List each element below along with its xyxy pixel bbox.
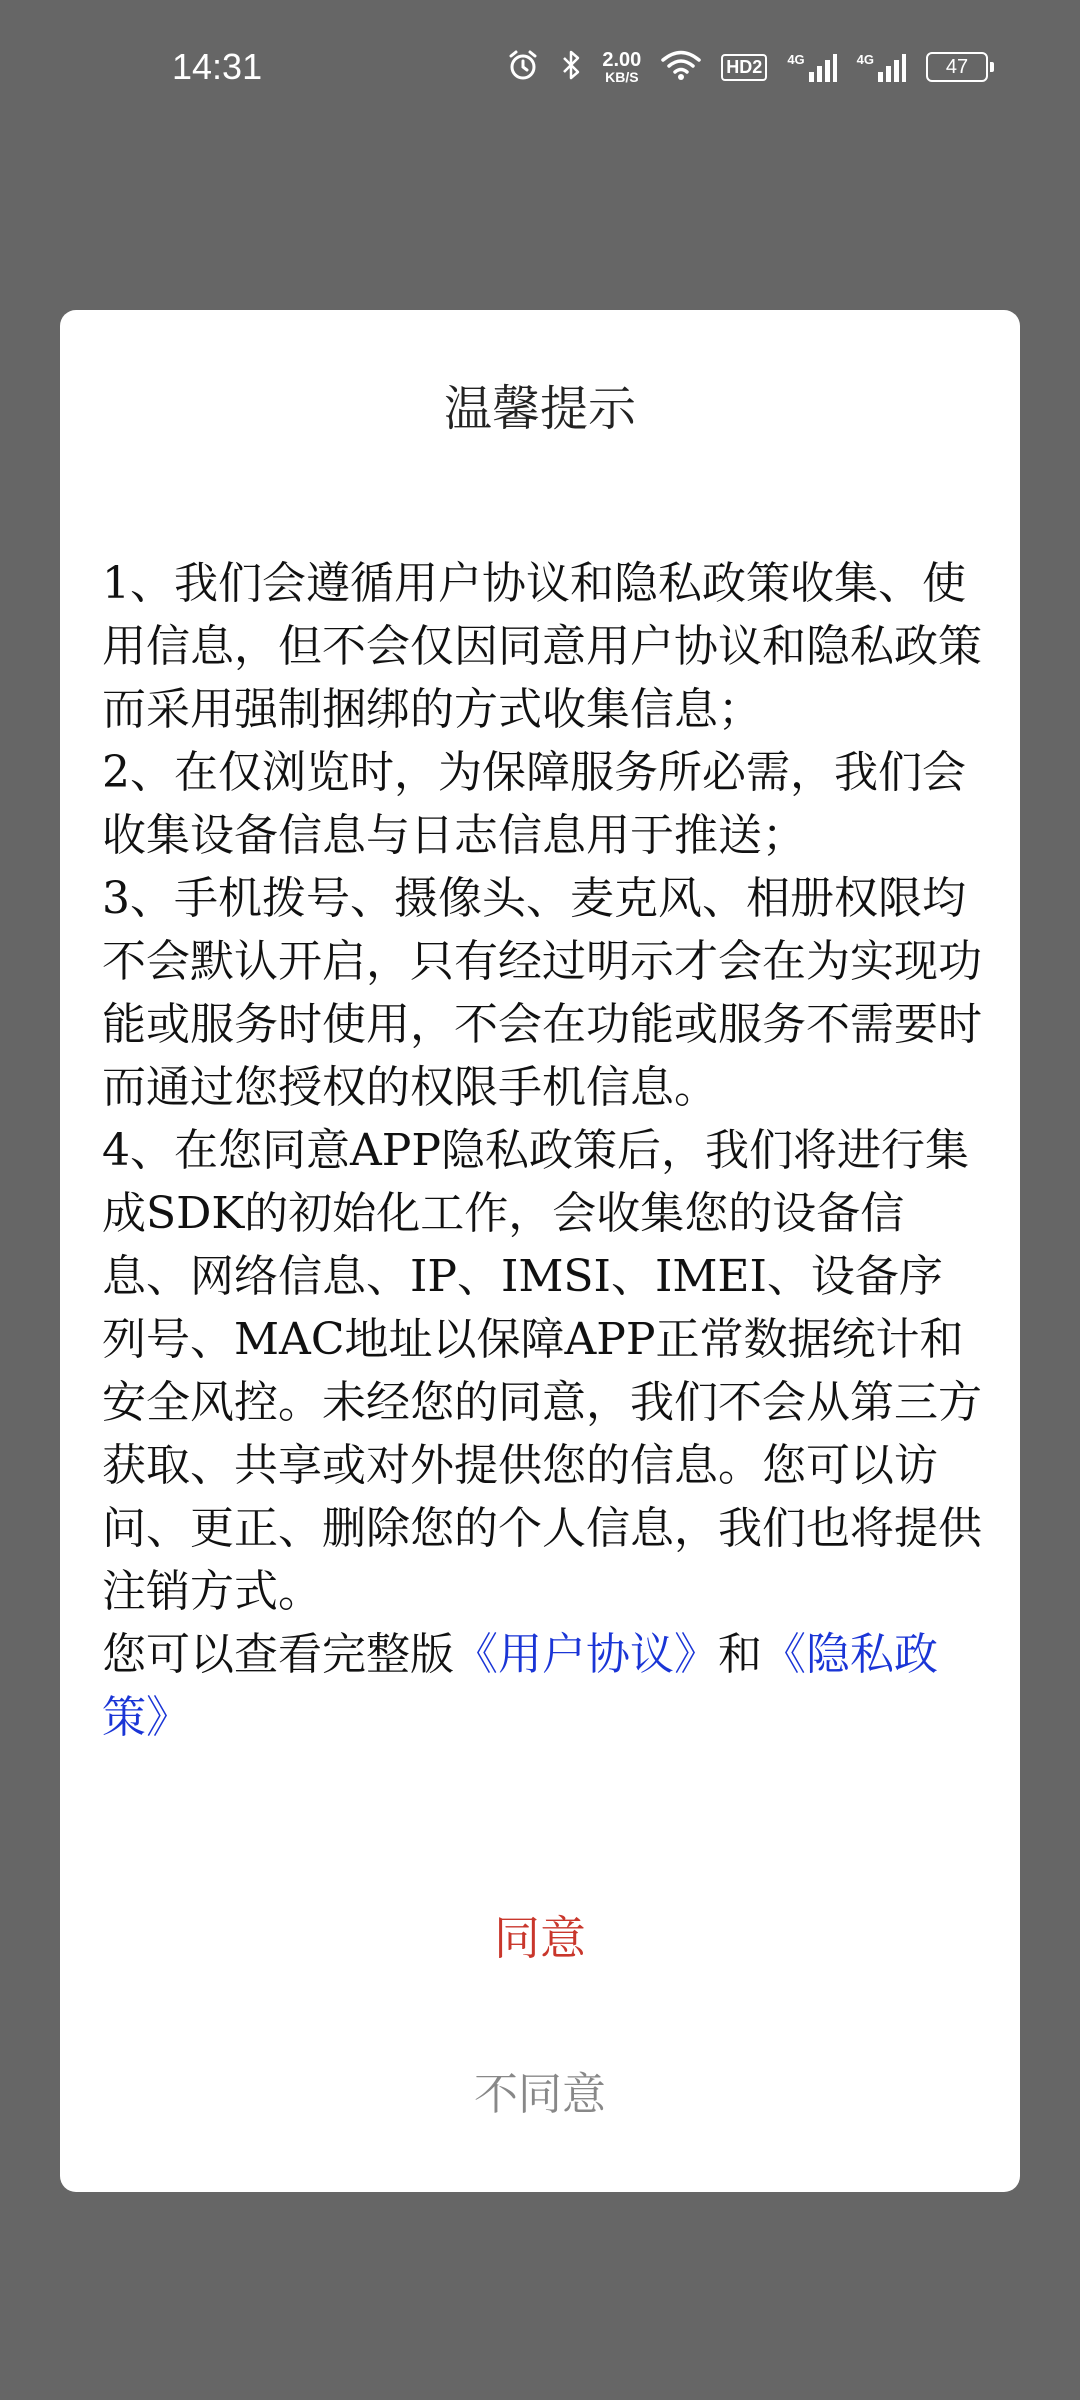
network-speed-value: 2.00 [602, 49, 642, 71]
paragraph-3: 3、手机拨号、摄像头、麦克风、相册权限均不会默认开启，只有经过明示才会在为实现功能或服务时使用，不会在功能或服务不需要时而通过您授权的权限手机信息。 [102, 873, 982, 1113]
signal-2-icon [857, 52, 906, 82]
alarm-icon [506, 48, 540, 86]
network-speed-unit: KB/S [605, 69, 639, 85]
user-agreement-link[interactable]: 《用户协议》 [454, 1629, 718, 1680]
disagree-button[interactable]: 不同意 [474, 2069, 606, 2120]
status-time: 14:31 [172, 46, 263, 87]
closing-line [102, 1623, 982, 1749]
signal-1-label: 4G [787, 52, 805, 67]
paragraph-2: 2、在仅浏览时，为保障服务所必需，我们会收集设备信息与日志信息用于推送； [102, 747, 966, 861]
closing-prefix: 您可以查看完整版 [102, 1629, 454, 1680]
paragraph-4: 4、在您同意APP隐私政策后，我们将进行集成SDK的初始化工作，会收集您的设备信息、网络信息、IP、IMSI、IMEI、设备序列号、MAC地址以保障APP正常数据统计和安全风控。未经您的同意，我们不会从第三方获取、共享或对外提供您的信息。您可以访问、更正、删除您的个人信息，我们也将提供注销方式。 [102, 1125, 982, 1617]
paragraph-1: 1、我们会遵循用户协议和隐私政策收集、使用信息，但不会仅因同意用户协议和隐私政策而采用强制捆绑的方式收集信息； [102, 558, 982, 735]
status-icons [506, 48, 994, 86]
dialog-content [102, 552, 982, 1842]
agree-button[interactable]: 同意 [494, 1911, 586, 1965]
bluetooth-icon [560, 48, 582, 86]
wifi-icon [661, 49, 701, 85]
dialog-title: 温馨提示 [443, 381, 636, 437]
hd-badge: HD2 [721, 54, 767, 81]
battery-level: 47 [926, 52, 988, 82]
signal-2-label: 4G [856, 52, 874, 67]
privacy-policy-link[interactable]: 《隐私政策》 [102, 1629, 938, 1743]
network-speed [602, 50, 641, 84]
privacy-dialog [60, 310, 1020, 2192]
status-bar [0, 0, 1080, 140]
battery-icon [926, 52, 994, 82]
signal-icon [787, 52, 836, 82]
and-text: 和 [718, 1629, 762, 1680]
